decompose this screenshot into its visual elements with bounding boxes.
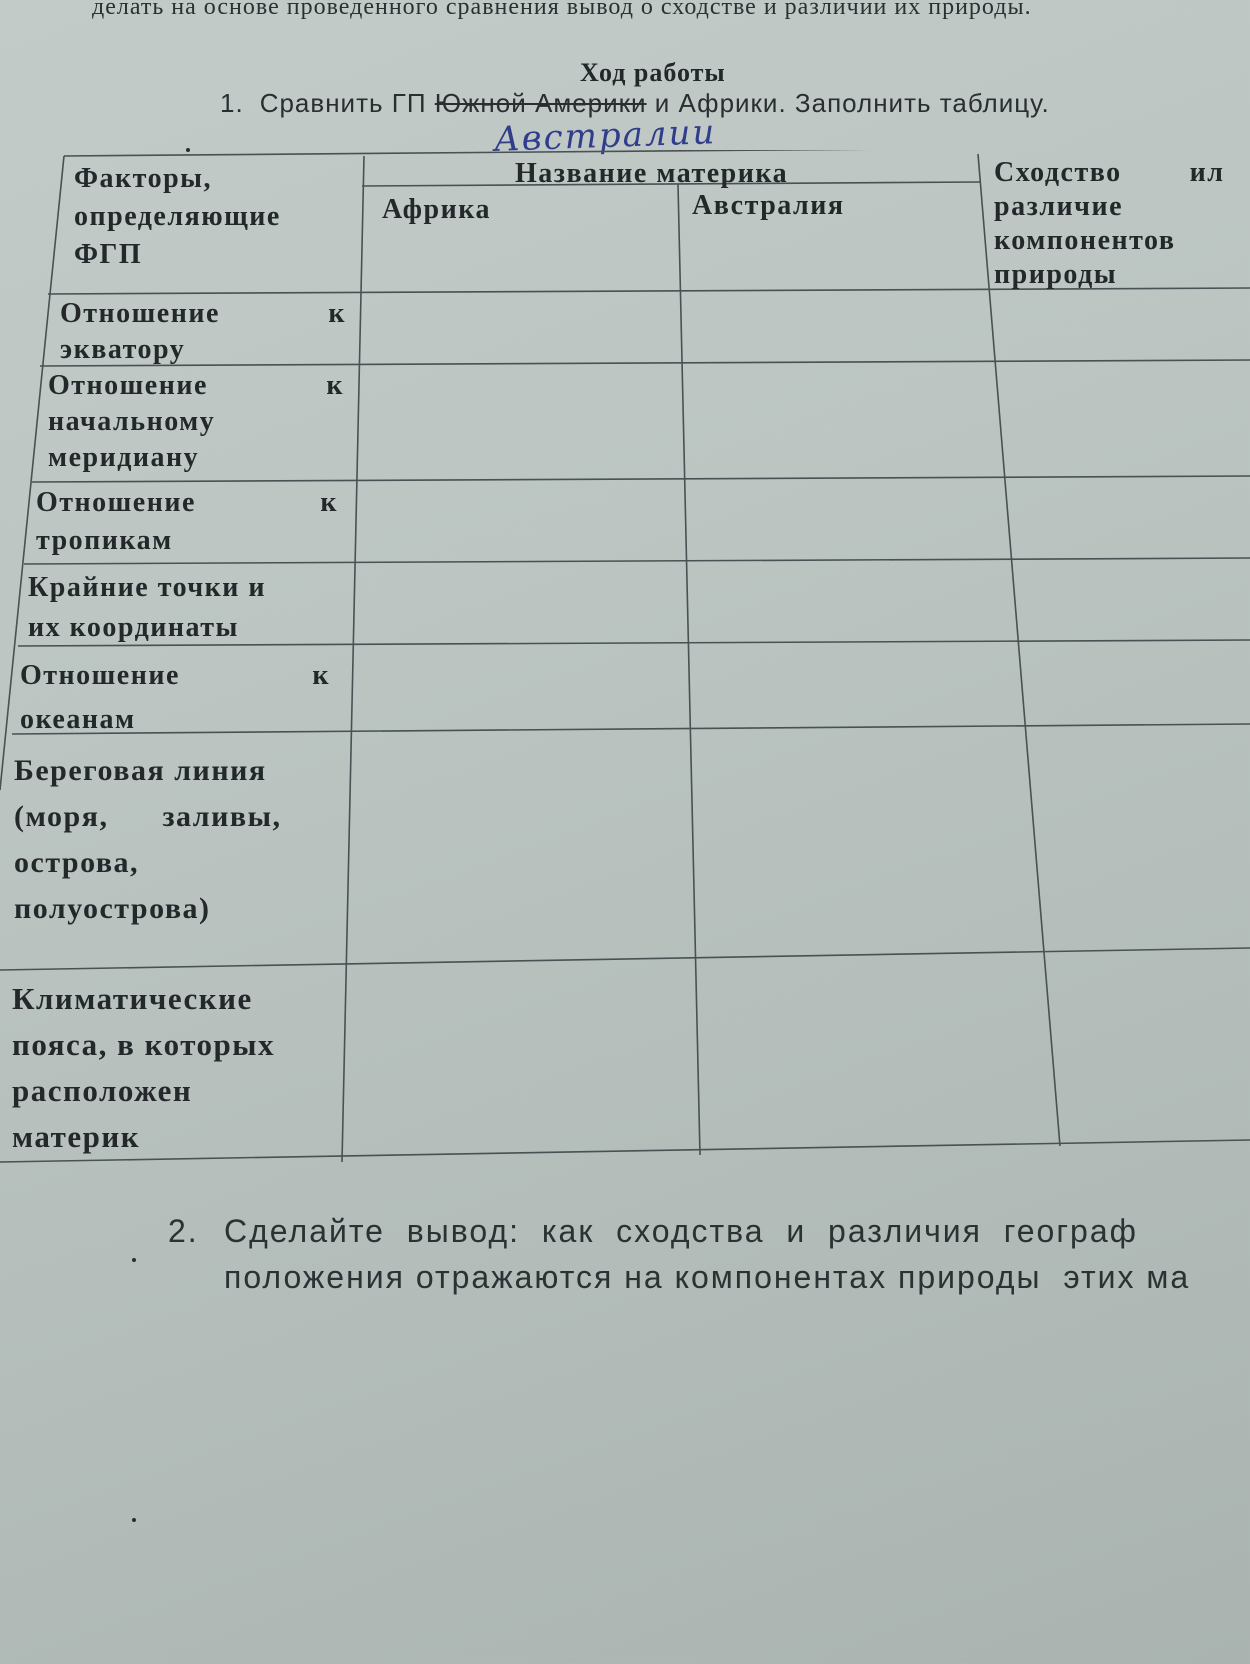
header-similarity-line2: различие [994, 191, 1124, 222]
answer-cell-australia-coastline[interactable] [698, 734, 1008, 958]
answer-cell-similarity-tropics[interactable] [1004, 482, 1248, 554]
header-factors-line2: определяющие [74, 201, 281, 232]
handwritten-correction: Австралии [493, 112, 717, 160]
task1-number: 1. [220, 88, 244, 118]
answer-cell-africa-coastline[interactable] [348, 738, 682, 964]
answer-cell-similarity-oceans[interactable] [1020, 646, 1248, 722]
paper-speck [132, 1518, 136, 1522]
factor-row-meridian [48, 368, 344, 476]
task2-number: 2. [168, 1213, 199, 1249]
header-africa: Африка [382, 194, 491, 225]
answer-cell-similarity-extreme[interactable] [1012, 564, 1248, 636]
header-similarity-line1: Сходство ил [994, 157, 1225, 188]
comparison-table [0, 150, 1250, 1170]
paper-speck [186, 148, 190, 152]
section-title: Ход работы [580, 58, 726, 87]
header-factors-line1: Факторы, [74, 163, 212, 194]
factor-coastline-a: Береговая линия [14, 754, 267, 787]
header-australia: Австралия [692, 190, 845, 221]
factor-climate-b: пояса, в которых [12, 1027, 275, 1062]
header-factors-line3: ФГП [74, 239, 143, 270]
answer-cell-australia-equator[interactable] [685, 296, 975, 360]
answer-cell-australia-oceans[interactable] [696, 648, 994, 724]
header-similarity-line3: компонентов [994, 225, 1176, 256]
factor-row-oceans [20, 654, 330, 742]
factor-row-equator [60, 296, 346, 368]
factor-tropics-b: тропикам [36, 525, 173, 556]
factor-climate-d: материк [12, 1119, 141, 1154]
factor-extreme-a: Крайние точки и [28, 572, 267, 603]
answer-cell-similarity-equator[interactable] [990, 294, 1245, 358]
task2-instruction [168, 1208, 1250, 1300]
answer-cell-africa-climate[interactable] [346, 972, 686, 1156]
factor-row-coastline [14, 748, 330, 932]
answer-cell-africa-meridian[interactable] [356, 370, 672, 476]
header-similarity [994, 156, 1250, 292]
answer-cell-similarity-coastline[interactable] [1030, 730, 1248, 952]
factor-oceans-k: к [312, 660, 330, 691]
task1-struck-text: Южной Америки [434, 88, 647, 118]
answer-cell-similarity-climate[interactable] [1064, 960, 1248, 1140]
factor-coastline-c: острова, [14, 846, 140, 879]
factor-equator-b: экватору [60, 334, 186, 365]
factor-meridian-k: к [326, 370, 344, 401]
answer-cell-africa-extreme[interactable] [352, 568, 676, 642]
factor-oceans-b: океанам [20, 704, 136, 735]
factor-climate-c: расположен [12, 1073, 193, 1108]
answer-cell-africa-oceans[interactable] [350, 650, 678, 730]
task1-text-before: Сравнить ГП [259, 88, 427, 118]
factor-meridian-c: меридиану [48, 442, 200, 473]
answer-cell-australia-extreme[interactable] [694, 566, 990, 638]
header-similarity-line4: природы [994, 259, 1118, 290]
answer-cell-australia-meridian[interactable] [688, 368, 978, 474]
header-continent-name: Название материка [515, 158, 789, 189]
paper-speck [132, 1258, 136, 1262]
task1-text-after: и Африки. Заполнить таблицу. [654, 88, 1050, 118]
answer-cell-australia-tropics[interactable] [692, 484, 984, 556]
factor-extreme-b: их координаты [28, 612, 239, 643]
factor-meridian-b: начальному [48, 406, 216, 437]
factor-tropics-k: к [320, 487, 338, 518]
factor-coastline-d: полуострова) [14, 892, 211, 925]
factor-row-extreme-points [28, 568, 334, 648]
answer-cell-australia-climate[interactable] [702, 966, 1022, 1148]
factor-row-climate [12, 976, 332, 1160]
factor-coastline-b: (моря, заливы, [14, 800, 282, 833]
task2-line2: положения отражаются на компонентах природы этих ма [224, 1259, 1191, 1295]
task2-line1: Сделайте вывод: как сходства и различия географ [224, 1213, 1138, 1249]
factor-row-tropics [36, 484, 338, 560]
left-border [50, 156, 64, 294]
factor-meridian-a: Отношение [48, 370, 208, 401]
answer-cell-africa-equator[interactable] [360, 298, 670, 362]
answer-cell-similarity-meridian[interactable] [996, 366, 1246, 472]
factor-climate-a: Климатические [12, 981, 253, 1016]
intro-line: делать на основе проведенного сравнения вывод о сходстве и различии их природы. [92, 0, 1032, 20]
factor-oceans-a: Отношение [20, 660, 180, 691]
header-factors [74, 160, 354, 274]
factor-equator-k: к [328, 298, 346, 329]
answer-cell-africa-tropics[interactable] [354, 486, 674, 560]
factor-equator-a: Отношение [60, 298, 220, 329]
factor-tropics-a: Отношение [36, 487, 196, 518]
